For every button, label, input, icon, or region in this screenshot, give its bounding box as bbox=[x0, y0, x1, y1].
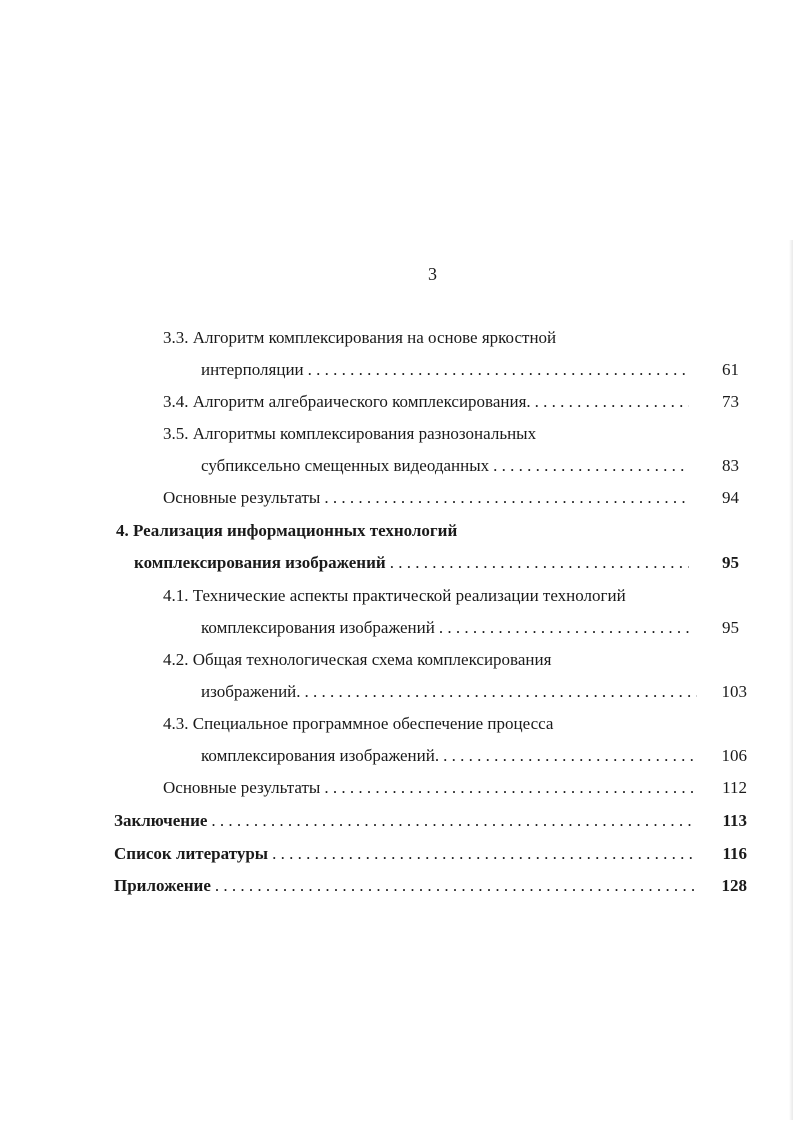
toc-entry-label: 4.1. Технические аспекты практической реализации технологий bbox=[163, 586, 626, 605]
toc-entry-3-3-line1 bbox=[163, 325, 556, 351]
toc-page-number: 73 bbox=[722, 392, 739, 411]
toc-chapter-label: Список литературы bbox=[114, 844, 269, 863]
dot-leader bbox=[443, 743, 697, 769]
toc-entry-results-4[interactable] bbox=[163, 775, 747, 801]
toc-entry-label: Основные результаты bbox=[163, 778, 321, 797]
toc-entry-3-5[interactable] bbox=[201, 453, 739, 479]
toc-page-number: 83 bbox=[722, 456, 739, 475]
toc-entry-label: изображений. bbox=[201, 682, 301, 701]
toc-entry-label: 4.3. Специальное программное обеспечение процесса bbox=[163, 714, 554, 733]
toc-page-number: 61 bbox=[722, 360, 739, 379]
dot-leader bbox=[305, 679, 697, 705]
toc-entry-4-2[interactable] bbox=[201, 679, 747, 705]
toc-entry-4[interactable] bbox=[134, 550, 739, 576]
dot-leader bbox=[493, 453, 689, 479]
dot-leader bbox=[324, 485, 689, 511]
toc-entry-label: 3.3. Алгоритм комплексирования на основе яркостной bbox=[163, 328, 557, 347]
toc-page-number: 95 bbox=[722, 618, 739, 637]
toc-page-number: 95 bbox=[722, 553, 739, 572]
dot-leader bbox=[535, 389, 689, 415]
toc-entry-3-5-line1 bbox=[163, 421, 536, 447]
toc-entry-appendix[interactable] bbox=[114, 873, 747, 899]
toc-entry-label: интерполяции bbox=[201, 360, 304, 379]
toc-entry-label: 3.5. Алгоритмы комплексирования разнозональных bbox=[163, 424, 537, 443]
toc-page-number: 128 bbox=[721, 876, 747, 895]
toc-entry-4-1-line1 bbox=[163, 583, 626, 609]
toc-entry-references[interactable] bbox=[114, 841, 747, 867]
toc-page-number: 103 bbox=[721, 682, 747, 701]
toc-chapter-label: Заключение bbox=[114, 811, 208, 830]
dot-leader bbox=[439, 615, 689, 641]
dot-leader bbox=[308, 357, 689, 383]
toc-entry-4-2-line1 bbox=[163, 647, 551, 673]
toc-entry-results-3[interactable] bbox=[163, 485, 739, 511]
toc-entry-label: Основные результаты bbox=[163, 488, 321, 507]
toc-entry-label: 4.2. Общая технологическая схема комплексирования bbox=[163, 650, 552, 669]
toc-page-number: 94 bbox=[722, 488, 739, 507]
dot-leader bbox=[324, 775, 697, 801]
toc-page-number: 112 bbox=[722, 778, 747, 797]
toc-entry-3-3[interactable] bbox=[201, 357, 739, 383]
dot-leader bbox=[390, 550, 689, 576]
dot-leader bbox=[215, 873, 697, 899]
toc-entry-4-line1 bbox=[116, 518, 457, 544]
toc-entry-label: субпиксельно смещенных видеоданных bbox=[201, 456, 490, 475]
toc-chapter-label: комплексирования изображений bbox=[134, 553, 386, 572]
toc-entry-4-3-line1 bbox=[163, 711, 553, 737]
toc-entry-label: комплексирования изображений bbox=[201, 618, 435, 637]
toc-entry-conclusion[interactable] bbox=[114, 808, 747, 834]
dot-leader bbox=[211, 808, 697, 834]
toc-entry-3-4[interactable] bbox=[163, 389, 739, 415]
toc-page-number: 113 bbox=[722, 811, 747, 830]
toc-chapter-label: 4. Реализация информационных технологий bbox=[116, 521, 458, 540]
toc-chapter-label: Приложение bbox=[114, 876, 211, 895]
toc-page-number: 116 bbox=[722, 844, 747, 863]
toc-entry-4-1[interactable] bbox=[201, 615, 739, 641]
toc-entry-label: 3.4. Алгоритм алгебраического комплексирования. bbox=[163, 392, 531, 411]
dot-leader bbox=[272, 841, 697, 867]
toc-page-number: 106 bbox=[721, 746, 747, 765]
toc-entry-4-3[interactable] bbox=[201, 743, 747, 769]
page-number: 3 bbox=[428, 264, 437, 284]
toc-entry-label: комплексирования изображений. bbox=[201, 746, 440, 765]
